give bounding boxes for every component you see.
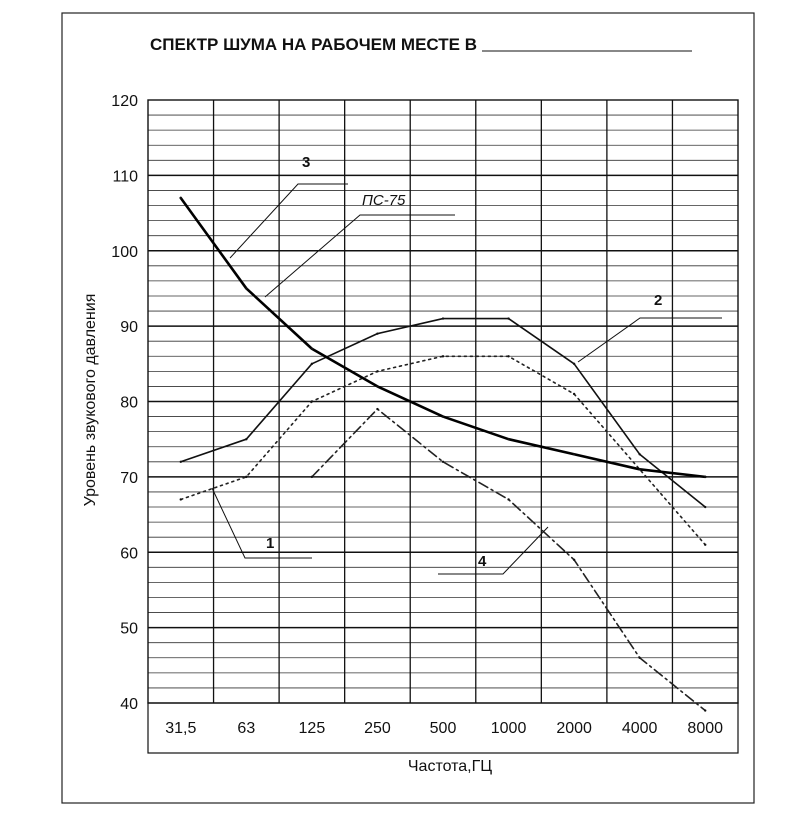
data-point (376, 408, 378, 410)
x-tick-label: 4000 (621, 720, 658, 737)
chart-frame (62, 13, 754, 803)
curve-label-1: 1 (266, 535, 275, 552)
data-point (507, 355, 509, 357)
y-tick-label: 90 (120, 319, 138, 337)
data-point (376, 385, 378, 387)
y-tick-label: 50 (120, 620, 138, 638)
data-point (573, 363, 575, 365)
y-tick-label: 120 (111, 93, 138, 110)
data-point (638, 657, 640, 659)
x-tick-label: 500 (429, 720, 457, 737)
annotation-leaders (212, 184, 722, 574)
data-point (311, 363, 313, 365)
series-layer (180, 197, 707, 712)
y-tick-label: 70 (120, 469, 138, 487)
curve-label-4: 4 (478, 553, 487, 570)
data-point (507, 498, 509, 500)
series-1 (180, 355, 707, 546)
series-2 (180, 317, 707, 508)
data-point (442, 355, 444, 357)
y-tick-label: 100 (111, 243, 138, 261)
chart-title: СПЕКТР ШУМА НА РАБОЧЕМ МЕСТЕ В (150, 35, 477, 54)
x-tick-label: 31,5 (165, 720, 197, 737)
curve-label-3: 3 (302, 154, 311, 171)
x-tick-label: 2000 (556, 720, 592, 737)
x-tick-labels (165, 720, 723, 737)
leader-1 (212, 488, 312, 558)
series-3 (180, 197, 707, 478)
data-point (704, 544, 706, 546)
data-point (245, 476, 247, 478)
curve-label-ps75: ПС-75 (362, 192, 406, 209)
data-point (311, 400, 313, 402)
series-line-2 (181, 319, 705, 507)
data-point (311, 476, 313, 478)
x-tick-label: 8000 (687, 720, 724, 737)
data-point (638, 453, 640, 455)
data-point (704, 506, 706, 508)
data-point (638, 468, 640, 470)
data-point (376, 370, 378, 372)
y-tick-label: 110 (112, 168, 138, 186)
data-point (311, 348, 313, 350)
x-axis-label: Частота,ГЦ (407, 758, 493, 775)
y-tick-label: 80 (120, 394, 138, 412)
data-point (507, 317, 509, 319)
series-line-4 (312, 409, 705, 710)
x-tick-label: 125 (298, 720, 326, 737)
leader-2 (578, 318, 722, 362)
y-tick-label: 60 (120, 545, 138, 563)
data-point (704, 709, 706, 711)
data-point (573, 453, 575, 455)
y-tick-labels (111, 93, 138, 713)
x-tick-label: 1000 (490, 720, 527, 737)
series-line-1 (181, 356, 705, 544)
data-point (442, 415, 444, 417)
y-tick-label: 40 (120, 696, 138, 713)
data-point (180, 498, 182, 500)
x-tick-label: 250 (364, 720, 391, 737)
x-tick-label: 63 (237, 720, 256, 737)
curve-label-2: 2 (654, 292, 663, 309)
major-gridlines (148, 175, 738, 627)
series-4 (311, 408, 707, 712)
data-point (245, 287, 247, 289)
data-point (245, 438, 247, 440)
data-point (180, 461, 182, 463)
data-point (573, 559, 575, 561)
y-axis-label: Уровень звукового давления (82, 293, 99, 507)
data-point (442, 461, 444, 463)
data-point (507, 438, 509, 440)
data-point (442, 317, 444, 319)
data-point (573, 393, 575, 395)
data-point (376, 332, 378, 334)
data-point (704, 476, 706, 478)
data-point (180, 197, 182, 199)
leader-ps75 (265, 215, 455, 297)
